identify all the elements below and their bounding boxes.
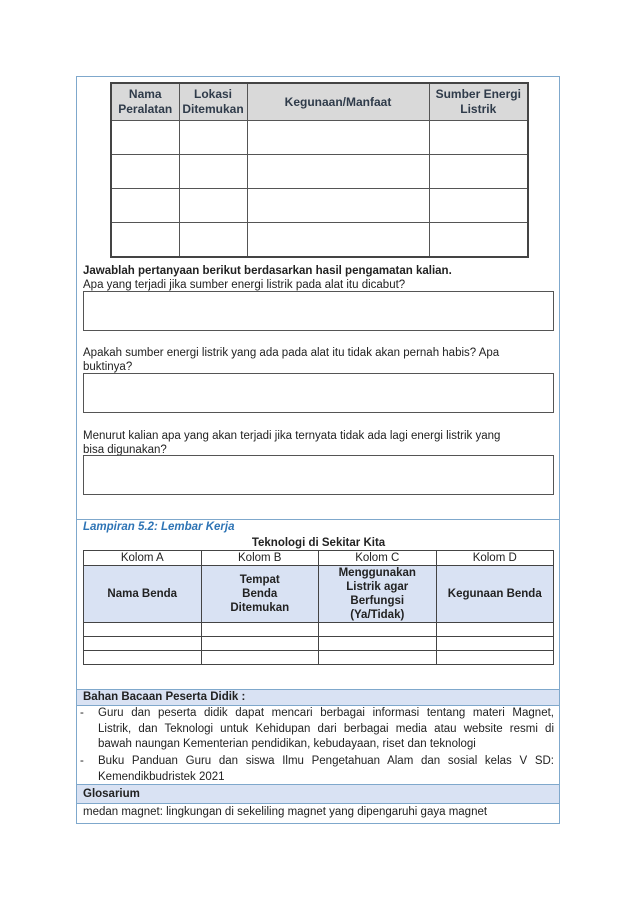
table-row	[111, 223, 528, 258]
table-cell[interactable]	[84, 651, 202, 665]
section-divider	[76, 519, 560, 520]
header-nama-peralatan: Nama Peralatan	[111, 83, 179, 121]
table-cell[interactable]	[201, 651, 319, 665]
table-row	[84, 651, 554, 665]
table-cell[interactable]	[319, 623, 437, 637]
worksheet-table	[83, 550, 554, 665]
table-cell[interactable]	[429, 189, 528, 223]
table-cell[interactable]	[436, 651, 554, 665]
question-2-line-2: buktinya?	[83, 361, 133, 373]
observation-table-header	[111, 83, 528, 121]
table-row	[111, 121, 528, 155]
bahan-item-2-line-1: Buku Panduan Guru dan siswa Ilmu Pengetahuan Alam dan sosial kelas V SD:	[98, 755, 554, 767]
worksheet-header-row	[84, 566, 554, 623]
bullet-dash: -	[80, 707, 84, 719]
header-lokasi-ditemukan: Lokasi Ditemukan	[179, 83, 247, 121]
header-sumber-energi: Sumber Energi Listrik	[429, 83, 528, 121]
header-nama-benda: Nama Benda	[84, 566, 202, 623]
table-cell[interactable]	[247, 155, 429, 189]
table-cell[interactable]	[429, 121, 528, 155]
bahan-item-1-line-1: Guru dan peserta didik dapat mencari berbagai informasi tentang materi Magnet,	[98, 707, 554, 719]
answer-box-3[interactable]	[83, 455, 554, 495]
answer-box-2[interactable]	[83, 373, 554, 413]
question-3-line-2: bisa digunakan?	[83, 444, 167, 456]
column-b-label: Kolom B	[201, 551, 319, 566]
bahan-item-1	[80, 706, 554, 753]
table-row	[84, 623, 554, 637]
glosarium-title: Glosarium	[77, 785, 559, 803]
question-1: Apa yang terjadi jika sumber energi listrik pada alat itu dicabut?	[83, 279, 406, 291]
header-menggunakan-listrik: Menggunakan Listrik agar Berfungsi (Ya/Tidak)	[319, 566, 437, 623]
column-label-row	[84, 551, 554, 566]
table-cell[interactable]	[179, 223, 247, 258]
column-c-label: Kolom C	[319, 551, 437, 566]
question-instruction: Jawablah pertanyaan berikut berdasarkan hasil pengamatan kalian.	[83, 265, 452, 277]
header-kegunaan-manfaat: Kegunaan/Manfaat	[247, 83, 429, 121]
table-cell[interactable]	[429, 155, 528, 189]
bahan-item-1-line-3: bawah naungan Kementerian pendidikan, kebudayaan, riset dan teknologi	[98, 738, 476, 750]
table-cell[interactable]	[436, 623, 554, 637]
lampiran-label: Lampiran 5.2: Lembar Kerja	[83, 521, 235, 533]
table-row	[84, 637, 554, 651]
column-a-label: Kolom A	[84, 551, 202, 566]
table-row	[111, 189, 528, 223]
table-cell[interactable]	[111, 121, 179, 155]
table-cell[interactable]	[111, 155, 179, 189]
bahan-item-2	[80, 754, 554, 785]
answer-box-1[interactable]	[83, 291, 554, 331]
table-cell[interactable]	[84, 623, 202, 637]
table-row	[111, 155, 528, 189]
table-cell[interactable]	[247, 121, 429, 155]
glosarium-text: medan magnet: lingkungan di sekeliling magnet yang dipengaruhi gaya magnet	[83, 806, 488, 818]
column-d-label: Kolom D	[436, 551, 554, 566]
table-cell[interactable]	[429, 223, 528, 258]
table-cell[interactable]	[111, 189, 179, 223]
bahan-bacaan-title: Bahan Bacaan Peserta Didik :	[77, 690, 559, 705]
bahan-item-1-line-2: Listrik, dan Teknologi untuk Kehidupan dari berbagai media atau website resmi di	[98, 722, 554, 735]
header-kegunaan-benda: Kegunaan Benda	[436, 566, 554, 623]
table-cell[interactable]	[179, 121, 247, 155]
section-divider	[76, 803, 560, 804]
lampiran-title: Teknologi di Sekitar Kita	[251, 537, 386, 549]
table-cell[interactable]	[247, 223, 429, 258]
question-3-line-1: Menurut kalian apa yang akan terjadi jika ternyata tidak ada lagi energi listrik yang	[83, 430, 501, 442]
bahan-item-2-line-2: Kemendikbudristek 2021	[98, 770, 225, 783]
bullet-dash: -	[80, 755, 84, 767]
table-cell[interactable]	[179, 189, 247, 223]
table-cell[interactable]	[319, 651, 437, 665]
table-cell[interactable]	[84, 637, 202, 651]
table-cell[interactable]	[201, 637, 319, 651]
table-cell[interactable]	[201, 623, 319, 637]
table-cell[interactable]	[247, 189, 429, 223]
table-cell[interactable]	[319, 637, 437, 651]
header-tempat-benda: Tempat Benda Ditemukan	[201, 566, 319, 623]
table-cell[interactable]	[436, 637, 554, 651]
observation-table	[110, 82, 529, 258]
table-cell[interactable]	[111, 223, 179, 258]
table-cell[interactable]	[179, 155, 247, 189]
question-2-line-1: Apakah sumber energi listrik yang ada pada alat itu tidak akan pernah habis? Apa	[83, 347, 500, 359]
